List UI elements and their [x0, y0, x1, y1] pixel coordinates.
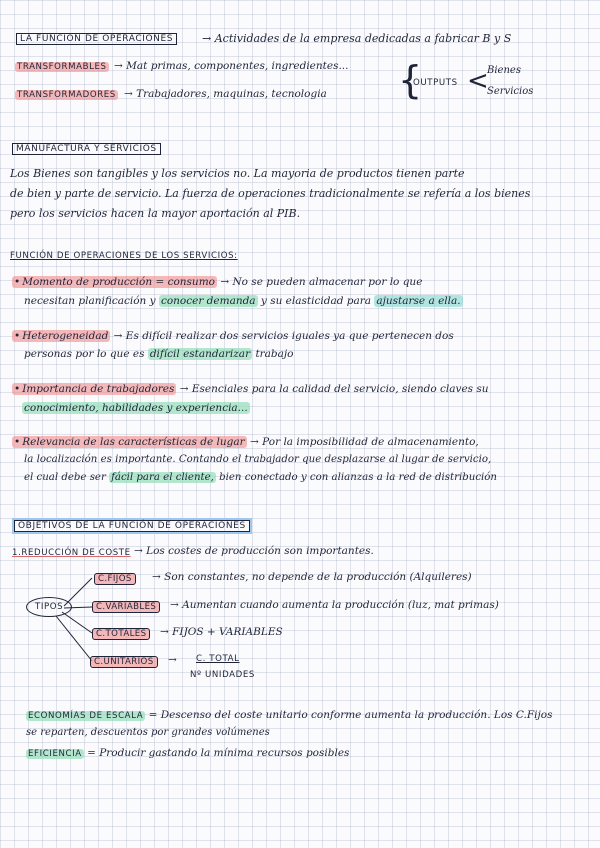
servicios-item-3 — [12, 383, 489, 395]
manufactura-line-3: pero los servicios hacen la mayor aportación al PIB. — [10, 207, 301, 220]
cost-fijos: C.FIJOS — [94, 573, 136, 585]
section-title-servicios: FUNCIÓN DE OPERACIONES DE LOS SERVICIOS: — [10, 251, 238, 261]
cost-variables-desc: → Aumentan cuando aumenta la producción (luz, mat primas) — [170, 599, 499, 611]
economias-text: = Descenso del coste unitario conforme aumenta la producción. Los C.Fijos — [148, 709, 553, 721]
unitario-denominator: Nº UNIDADES — [190, 670, 255, 680]
transformables-label: TRANSFORMABLES — [17, 62, 107, 72]
cost-unitarios: C.UNITARIOS — [90, 656, 158, 668]
item2-text: → Es difícil realizar dos servicios iguales ya que pertenecen dos — [113, 330, 454, 342]
definition-text: → Actividades de la empresa dedicadas a fabricar B y S — [202, 32, 512, 45]
item4-line3-b: bien conectado y con alianzas a la red de distribución — [219, 472, 497, 483]
item4-highlight: • Relevancia de las características de lugar — [12, 436, 247, 448]
item1-highlight-3: ajustarse a ella. — [376, 295, 461, 307]
economias-highlight: ECONOMÍAS DE ESCALA — [28, 711, 144, 721]
eficiencia-text: = Producir gastando la mínima recursos posibles — [87, 747, 350, 759]
outputs-bienes: Bienes — [487, 65, 521, 76]
servicios-item-4 — [12, 436, 479, 448]
item3-highlight: • Importancia de trabajadores — [12, 383, 176, 395]
economias-line-1 — [26, 709, 553, 721]
outputs-servicios: Servicios — [487, 86, 534, 97]
manufactura-line-1: Los Bienes son tangibles y los servicios no. La mayoria de productos tienen parte — [10, 167, 465, 180]
transformadores-text: → Trabajadores, maquinas, tecnologia — [124, 88, 327, 100]
unitario-numerator: C. TOTAL — [196, 654, 240, 664]
cost-variables: C.VARIABLES — [92, 601, 160, 613]
servicios-item-1-line-2 — [24, 295, 463, 307]
economias-line-2: se reparten, descuentos por grandes volúmenes — [26, 727, 270, 738]
servicios-item-2 — [12, 330, 454, 342]
item3-text: → Esenciales para la calidad del servicio, siendo claves su — [179, 383, 489, 395]
item2-highlight: • Heterogeneidad — [12, 330, 110, 342]
cost-fijos-desc: → Son constantes, no depende de la producción (Alquileres) — [152, 571, 472, 583]
item2-highlight-2: difícil estandarizar — [149, 348, 251, 360]
servicios-item-4-line-3 — [24, 472, 497, 483]
transformadores-label: TRANSFORMADORES — [17, 90, 116, 100]
tipos-ellipse: TIPOS — [26, 597, 72, 617]
servicios-item-1 — [12, 276, 422, 288]
item1-text: → No se pueden almacenar por lo que — [220, 276, 423, 288]
item2-line2-a: personas por lo que es — [24, 348, 145, 360]
eficiencia-line — [26, 747, 349, 759]
manufactura-line-2: de bien y parte de servicio. La fuerza de operaciones tradicionalmente se refería a los bienes — [10, 187, 531, 200]
item4-line3-a: el cual debe ser — [24, 472, 106, 483]
tipos-connector-lines — [20, 570, 100, 670]
item4-highlight-2: fácil para el cliente, — [111, 472, 214, 483]
servicios-item-4-line-2: la localización es importante. Contando el trabajador que desplazarse al lugar de servicio, — [24, 454, 492, 465]
section-title-funcion-operaciones: LA FUNCION DE OPERACIONES — [16, 33, 177, 45]
reduccion-label: 1.REDUCCIÓN DE COSTE — [12, 548, 131, 558]
item1-highlight-2: conocer demanda — [160, 295, 256, 307]
servicios-item-2-line-2 — [24, 348, 294, 360]
cost-unitarios-arrow: → — [168, 654, 177, 666]
cost-totales: C.TOTALES — [92, 628, 150, 640]
reduccion-text: → Los costes de producción son importantes. — [134, 545, 374, 557]
eficiencia-highlight: EFICIENCIA — [28, 749, 82, 759]
curly-brace: { — [398, 58, 423, 102]
transformables-text: → Mat primas, componentes, ingredientes... — [114, 60, 349, 72]
cost-totales-desc: → FIJOS + VARIABLES — [160, 626, 283, 638]
item1-highlight: • Momento de producción = consumo — [12, 276, 217, 288]
section-title-objetivos: OBJETIVOS DE LA FUNCIÓN DE OPERACIONES — [14, 520, 250, 532]
item1-line2-a: necesitan planificación y — [24, 295, 156, 307]
angle-bracket: < — [467, 66, 489, 96]
item4-text: → Por la imposibilidad de almacenamiento, — [250, 436, 479, 448]
item1-line2-b: y su elasticidad para — [260, 295, 372, 307]
servicios-item-3-line-2 — [22, 402, 250, 414]
item3-highlight-2: conocimiento, habilidades y experiencia... — [24, 402, 248, 414]
item2-line2-b: trabajo — [255, 348, 294, 360]
outputs-label: OUTPUTS — [413, 78, 458, 88]
section-title-manufactura: MANUFACTURA Y SERVICIOS — [12, 143, 161, 155]
